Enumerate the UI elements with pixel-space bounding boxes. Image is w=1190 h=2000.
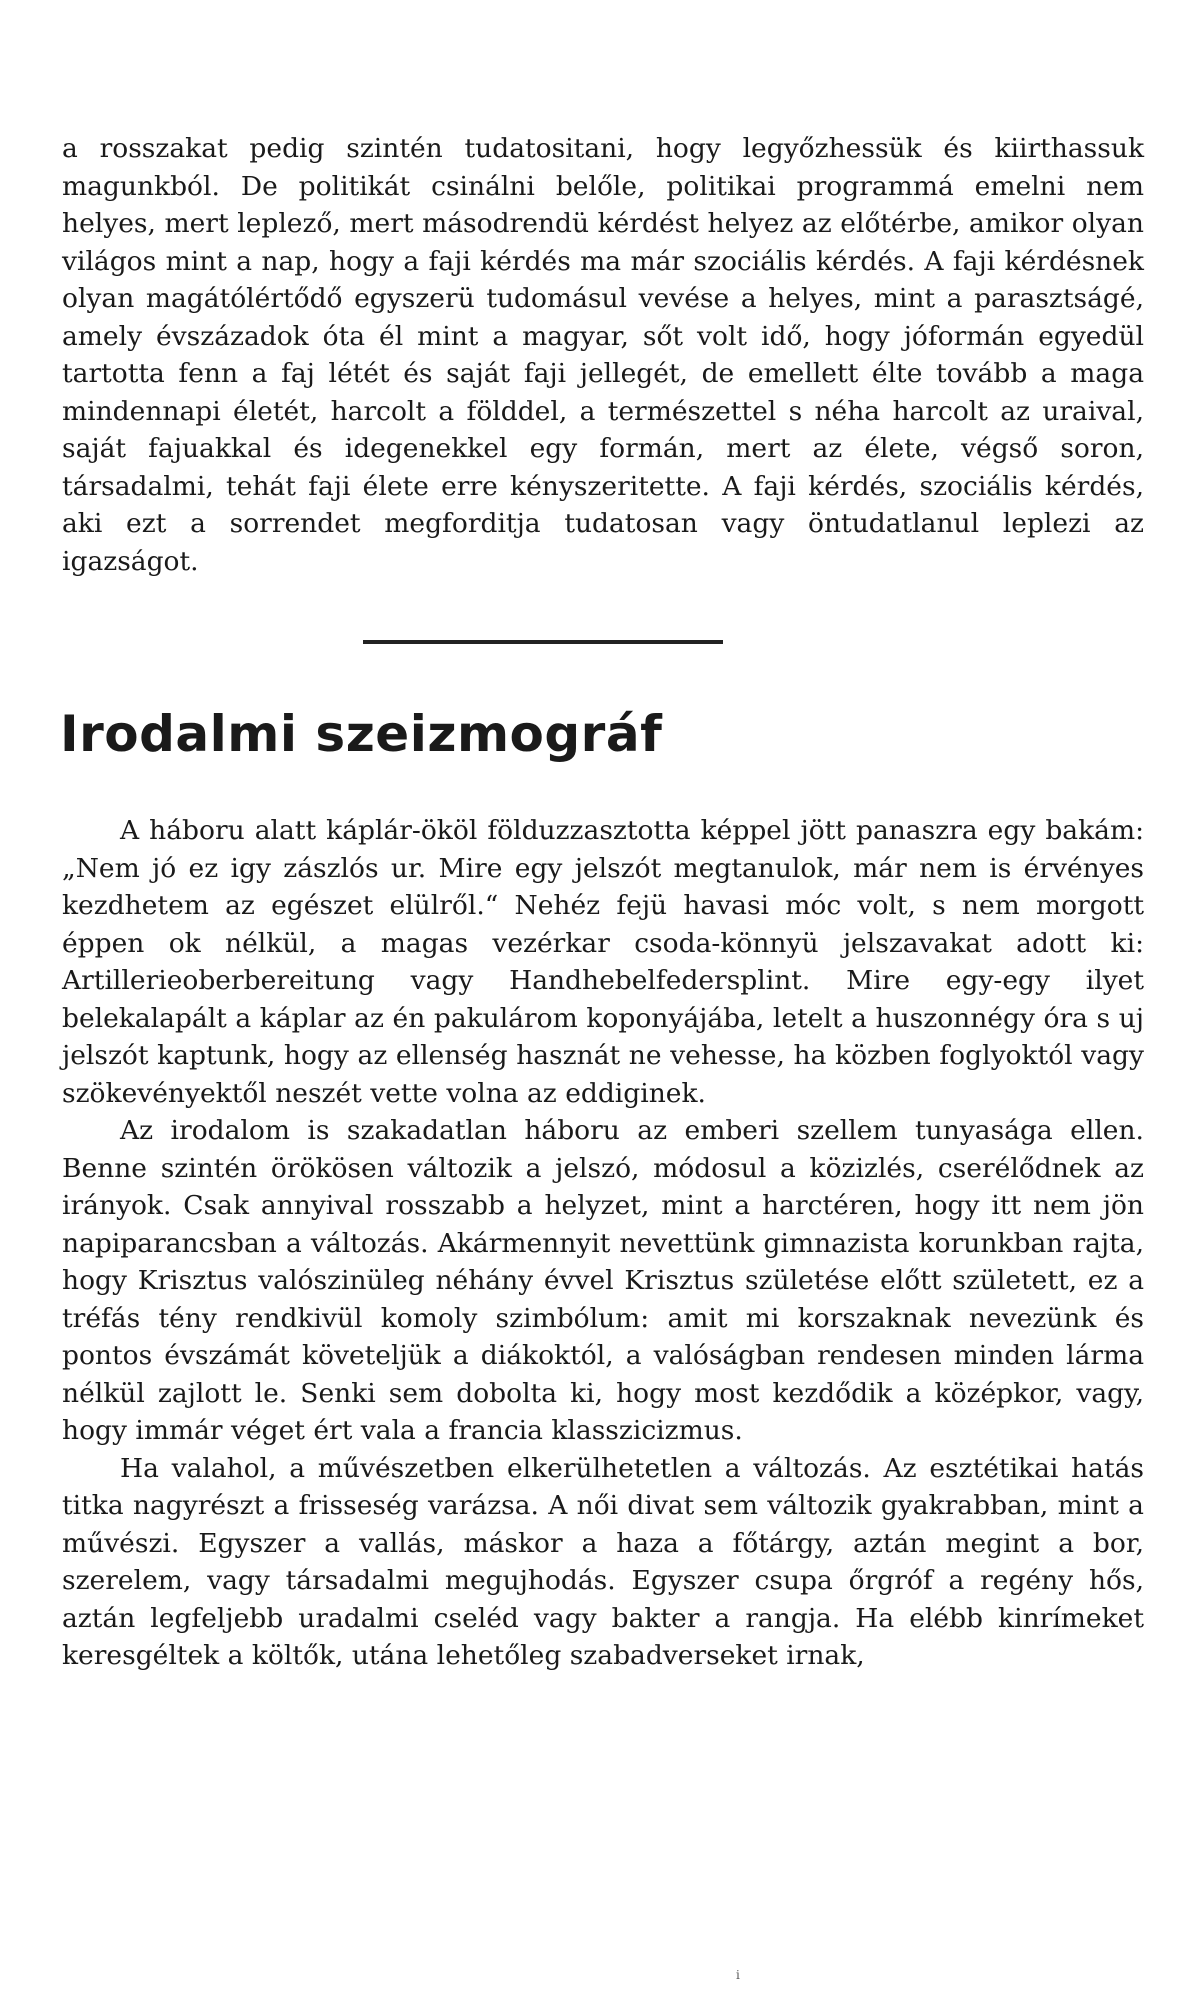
section-divider <box>363 640 723 644</box>
document-page <box>62 130 1144 1675</box>
article-title: Irodalmi szeizmográf <box>60 705 663 763</box>
article-paragraph-2: Az irodalom is szakadatlan háboru az emberi szellem tunyasága ellen. Benne szintén örökösen változik a jelszó, módosul a közizlés, cserélődnek az irányok. Csak annyival rosszabb a helyzet, mint a harctéren, hogy itt nem jön napiparancsban a változás. Akármennyit nevettünk gimnazista korunkban rajta, hogy Krisztus valószinüleg néhány évvel Krisztus születése előtt született, ez a tréfás tény rendkivül komoly szimbólum: amit mi korszaknak nevezünk és pontos évszámát követeljük a diákoktól, a valóságban rendesen minden lárma nélkül zajlott le. Senki sem dobolta ki, hogy most kezdődik a középkor, vagy, hogy immár véget ért vala a francia klasszicizmus. <box>62 1115 1144 1446</box>
page-mark: i <box>736 1968 740 1982</box>
article-paragraph-3: Ha valahol, a művészetben elkerülhetetlen a változás. Az esztétikai hatás titka nagyrészt a frisseség varázsa. A női divat sem változik gyakrabban, mint a művészi. Egyszer a vallás, máskor a haza a főtárgy, aztán megint a bor, szerelem, vagy társadalmi megujhodás. Egyszer csupa őrgróf a regény hős, aztán legfeljebb uradalmi cseléd vagy bakter a rangja. Ha elébb kinrímeket keresgéltek a költők, utána lehetőleg szabadverseket irnak, <box>62 1452 1144 1671</box>
article-paragraph-1: A háboru alatt káplár-ököl földuzzasztotta képpel jött panaszra egy bakám: „Nem jó ez igy zászlós ur. Mire egy jelszót megtanulok, már nem is érvényes kezdhetem az egészet elülről.“ Nehéz fejü havasi móc volt, s nem morgott éppen ok nélkül, a magas vezérkar csoda-könnyü jelszavakat adott ki: Artillerieoberbereitung vagy Handhebelfedersplint. Mire egy-egy ilyet belekalapált a káplar az én pakulárom koponyájába, letelt a huszonnégy óra s uj jelszót kaptunk, hogy az ellenség hasznát ne vehesse, ha közben foglyoktól vagy szökevényektől neszét vette volna az eddiginek. <box>62 815 1144 1109</box>
continuation-paragraph: a rosszakat pedig szintén tudatositani, hogy legyőzhessük és kiirthassuk magunkból. De politikát csinálni belőle, politikai programmá emelni nem helyes, mert leplező, mert másodrendü kérdést helyez az előtérbe, amikor olyan világos mint a nap, hogy a faji kérdés ma már szociális kérdés. A faji kérdésnek olyan magátólértődő egyszerü tudomásul vevése a helyes, mint a parasztságé, amely évszázadok óta él mint a magyar, sőt volt idő, hogy jóformán egyedül tartotta fenn a faj létét és saját faji jellegét, de emellett élte tovább a maga mindennapi életét, harcolt a földdel, a természettel s néha harcolt az uraival, saját fajuakkal és idegenekkel egy formán, mert az élete, végső soron, társadalmi, tehát faji élete erre kényszeritette. A faji kérdés, szociális kérdés, aki ezt a sorrendet megforditja tudatosan vagy öntudatlanul leplezi az igazságot. <box>62 133 1144 577</box>
